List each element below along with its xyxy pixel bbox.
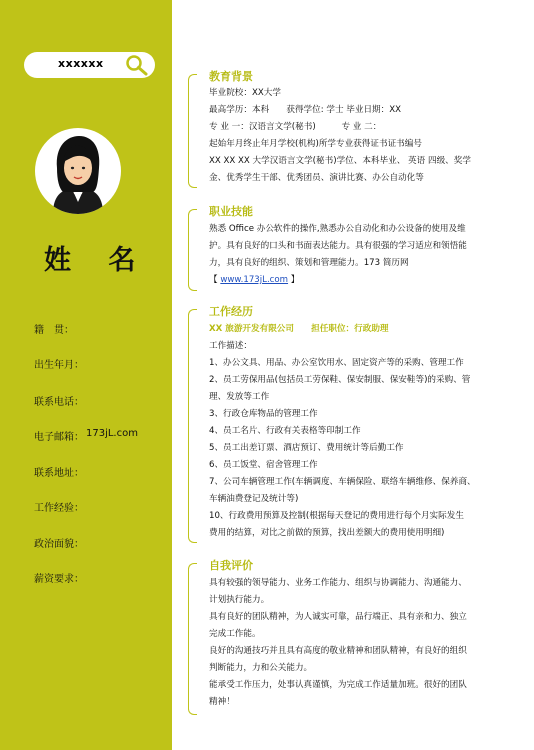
label-native-place: 籍 贯： xyxy=(34,325,74,336)
section-bracket xyxy=(188,309,197,543)
email-value: 173jL.com xyxy=(86,428,138,439)
education-line: 专 业 一：汉语言文学(秘书) 专 业 二： xyxy=(209,122,382,132)
search-box[interactable] xyxy=(24,52,155,78)
self-eval-line: 判断能力，力和公关能力。 xyxy=(209,663,313,673)
education-title: 教育背景 xyxy=(209,70,253,83)
label-salary: 薪资要求： xyxy=(34,574,84,585)
self-eval-line: 良好的沟通技巧并且具有高度的敬业精神和团队精神，有良好的组织 xyxy=(209,646,467,656)
work-line: 车辆油费登记及统计等) xyxy=(209,494,299,504)
self-eval-line: 完成工作能。 xyxy=(209,629,261,639)
education-section xyxy=(196,68,526,188)
self-eval-line: 能承受工作压力，处事认真谨慎，为完成工作适量加班。很好的团队 xyxy=(209,680,467,690)
label-political-status: 政治面貌： xyxy=(34,539,84,550)
work-title: 工作经历 xyxy=(209,305,253,318)
link-bracket-open: 【 xyxy=(209,275,218,285)
label-experience: 工作经验： xyxy=(34,503,84,514)
section-bracket xyxy=(188,74,197,188)
label-address: 联系地址： xyxy=(34,468,84,479)
label-phone: 联系电话： xyxy=(34,397,84,408)
section-bracket xyxy=(188,563,197,715)
candidate-name: 姓 名 xyxy=(44,245,150,276)
education-line: 最高学历：本科 获得学位: 学士 毕业日期：XX xyxy=(209,105,402,115)
skills-link-line xyxy=(209,273,299,285)
sidebar xyxy=(0,0,172,750)
education-line: 毕业院校：XX大学 xyxy=(209,88,281,98)
label-birth-date: 出生年月： xyxy=(34,360,84,371)
link-bracket-close: 】 xyxy=(290,275,300,285)
work-line: 2、员工劳保用品(包括员工劳保鞋、保安制服、保安鞋等)的采购、管 xyxy=(209,375,471,385)
work-line: 工作描述： xyxy=(209,341,252,351)
skills-line: 护。具有良好的口头和书面表达能力。具有很强的学习适应和领悟能 xyxy=(209,241,467,251)
self-eval-line: 精神！ xyxy=(209,697,235,707)
work-line: 费用的结算，对比之前做的预算，找出差额大的费用使用明细) xyxy=(209,528,445,538)
work-line: 4、员工名片、行政有关表格等印制工作 xyxy=(209,426,361,436)
work-line: 5、员工出差订票、酒店预订、费用统计等后勤工作 xyxy=(209,443,404,453)
work-line: 7、公司车辆管理工作(车辆调度、车辆保险、联络车辆维修、保养商、 xyxy=(209,477,476,487)
self-evaluation-section xyxy=(196,557,526,717)
work-line: 3、行政仓库物品的管理工作 xyxy=(209,409,318,419)
education-line: 起始年月终止年月学校(机构)所学专业获得证书证书编号 xyxy=(209,139,422,149)
work-line: 10、行政费用预算及控制(根据每天登记的费用进行每个月实际发生 xyxy=(209,511,464,521)
work-line: 理、发放等工作 xyxy=(209,392,270,402)
education-line: XX XX XX 大学汉语言文学(秘书)学位、本科毕业、 英语 四级、奖学 xyxy=(209,156,471,166)
label-email: 电子邮箱： xyxy=(34,432,84,443)
self-eval-line: 具有较强的领导能力、业务工作能力、组织与协调能力、沟通能力、 xyxy=(209,578,467,588)
skills-line: 力，具有良好的组织、策划和管理能力。173 简历网 xyxy=(209,258,409,268)
skills-section xyxy=(196,203,526,293)
education-line: 金、优秀学生干部、优秀团员、演讲比赛、办公自动化等 xyxy=(209,173,424,183)
skills-title: 职业技能 xyxy=(209,205,253,218)
work-line: 1、办公文具、用品、办公室饮用水、固定资产等的采购、管理工作 xyxy=(209,358,464,368)
company-line: XX 旅游开发有限公司 担任职位：行政助理 xyxy=(209,324,389,334)
search-text: xxxxxx xyxy=(58,57,104,70)
skills-line: 熟悉 Office 办公软件的操作,熟悉办公自动化和办公设备的使用及维 xyxy=(209,224,466,234)
self-eval-line: 具有良好的团队精神，为人诚实可靠，品行端正、具有亲和力、独立 xyxy=(209,612,467,622)
website-link[interactable]: www.173jL.com xyxy=(220,275,289,285)
avatar xyxy=(35,128,121,214)
self-eval-line: 计划执行能力。 xyxy=(209,595,270,605)
avatar-woman-icon xyxy=(35,128,121,214)
section-bracket xyxy=(188,209,197,291)
search-icon[interactable] xyxy=(125,54,149,76)
self-evaluation-title: 自我评价 xyxy=(209,559,253,572)
work-line: 6、员工饭堂、宿舍管理工作 xyxy=(209,460,318,470)
work-section xyxy=(196,303,526,543)
